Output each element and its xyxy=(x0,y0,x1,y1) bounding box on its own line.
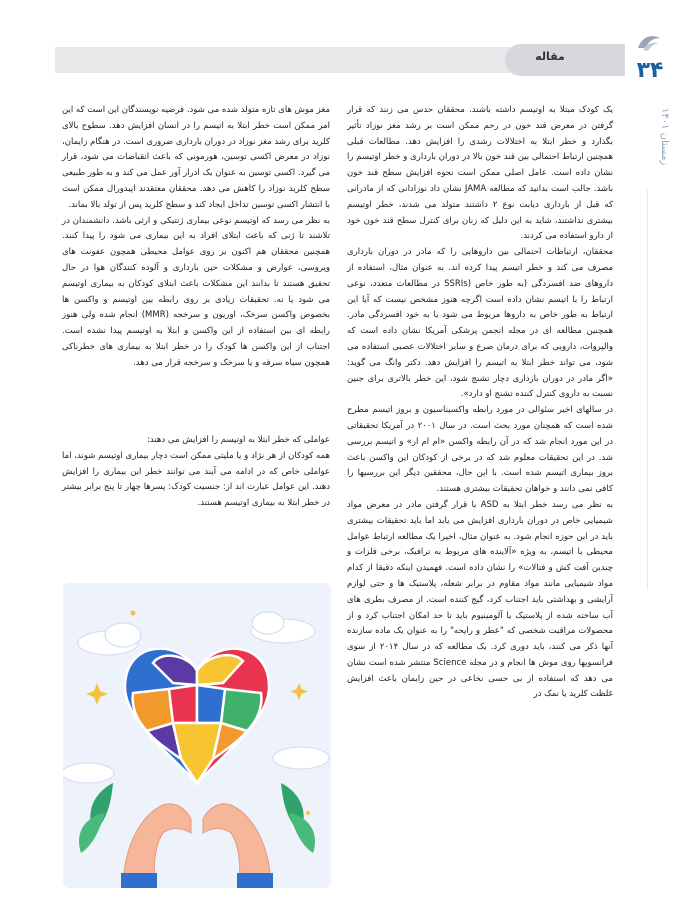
paragraph: به نظر می رسد که اوتیسم نوعی بیماری ژنتیکی و ارثی باشد. دانشمندان در تلاشند تا ژنی که باعث ابتلای افراد به این بیماری می شود را پیدا کنند. همچنین محققان هم اکنون بر روی عوامل محیطی همچون عفونت های ویروسی، عوارض و مشکلات حین بارداری و آلوده کنندگان هوا در حال تحقیق هستند تا بدانند این مشکلات باعث ابتلای کودکان به بیماری اوتیسم می شود یا نه. تحقیقات زیادی بر روی رابطه بین اوتیسم و واکسن ها بخصوص واکسن سرخک، اوریون و سرخجه (MMR) انجام شده ولی هنوز رابطه ای بین استفاده از این واکسن و ابتلا به اوتیسم پیدا نشده است. اجتناب از این واکسن ها کودک را در خطر ابتلا به بیماری های خطرناکی همچون سیاه سرفه و یا سرخک و سرخجه قرار می دهد. xyxy=(62,215,330,368)
paragraph: محققان، ارتباطات احتمالی بین داروهایی را که مادر در دوران بارداری مصرف می کند و خطر اتیسم پیدا کرده اند. به عنوان مثال، استفاده از داروهای ضد افسردگی (به طور خاص (SSRIs در مطالعات متعدد، نوعی ارتباط را با اتیسم نشان داده است اگرچه هنوز مشخص نیست که آیا این ارتباط به طور خاص به داروها مربوط می شود یا به خود افسردگی مادر. همچنین مطالعه ای در مجله انجمن پزشکی آمریکا نشان داده است که والپروات، دارویی که برای درمان صرع و سایر اختلالات عصبی استفاده می شود، می تواند خطر ابتلا به اتیسم را افزایش دهد. دکتر وانگ می گوید: «اگر مادر در دوران بارداری دچار تشنج شود، این خطر بالاتری برای جنین نسبت به داروی کنترل کننده تشنج او دارد». xyxy=(347,247,613,400)
risk-factors-heading: عواملی که خطر ابتلا به اوتیسم را افزایش می دهند: xyxy=(147,435,330,445)
paragraph: مغز موش های تازه متولد شده می شود. فرضیه نویسندگان این است که این امر ممکن است خطر ابتلا به اتیسم را در انسان افزایش دهد. سطوح بالای کلرید برای رشد مغز نوزاد در دوران بارداری ضروری است. در هنگام زایمان، نوزاد در معرض اکسی توسین، هورمونی که باعث انقباضات می شود، قرار می گیرد. اکسی توسین به عنوان یک ادرار آور عمل می کند و به طور طبیعی سطح کلرید نوزاد را کاهش می دهد. محققان معتقدند اپیدورال ممکن است با انتشار اکسی توسین تداخل ایجاد کند و سطح کلرید پس از تولد بالا بماند. xyxy=(62,105,330,210)
article-column-left-top xyxy=(62,103,330,372)
magazine-logo-icon xyxy=(634,30,664,54)
margin-divider xyxy=(647,190,648,590)
paragraph: به نظر می رسد خطر ابتلا به ASD با قرار گرفتن مادر در معرض مواد شیمیایی خاص در دوران بارداری افزایش می یابد اما باید تحقیقات بیشتری باید در این حوزه انجام شود. به عنوان مثال، اخیرا یک مطالعه ارتباط عوامل محیطی با اتیسم، به ویژه «آلاینده های مربوط به ترافیک، برخی فلزات و چندین آفت کش و فتالات» را نشان داده است. فهمیدن اینکه دقیقا از کدام مواد شیمیایی مانند مواد مقاوم در برابر شعله، پلاستیک ها و حتی لوازم آرایشی و بهداشتی باید اجتناب کرد، گیج کننده است. از مصرف بطری های آب ساخته شده از پلاستیک یا آلومینیوم باید تا حد امکان اجتناب کرد و از محصولات مراقبت شخصی که "عطر و رایحه" را به عنوان یک ماده سازنده آنها ذکر می کنند، باید دوری کرد. یک مطالعه که در سال ۲۰۱۴ از سوی فرانسویها روی موش ها انجام و در مجله Science منتشر شده است نشان می دهد که استفاده از بی حسی نخاعی در حین زایمان باعث افزایش غلظت کلرید یا نمک در xyxy=(347,499,613,700)
paragraph: در سالهای اخیر سئوالی در مورد رابطه واکسیناسیون و بروز اتیسم مطرح شده است که همچنان مورد بحث است. در سال ۲۰۰۱ در آمریکا تحقیقاتی در این مورد انجام شد که در آن رابطه واکسن «ام ام ار» و اتیسم بررسی شد. در این تحقیقات معلوم شد که در برخی از کودکان این واکسن باعث بروز بیماری اتیسم شده است. با این حال، محققین دیگر این بررسیها را کافی نمی دانند و خواهان تحقیقات بیشتری هستند. xyxy=(347,405,613,495)
section-title: مقاله xyxy=(535,50,565,63)
issue-label: زمستان ۱۴۰۱ xyxy=(659,108,670,166)
paragraph: همه کودکان از هر نژاد و یا ملیتی ممکن است دچار بیماری اوتیسم شوند، اما عواملی خاص که در ادامه می آیند می توانند خطر این بیماری را افزایش دهند. این عوامل عبارت اند از: جنسیت کودک: پسرها چهار تا پنج برابر بیشتر در خطر ابتلا به بیماری اوتیسم هستند. xyxy=(62,450,330,509)
article-column-left-mid xyxy=(62,433,330,512)
paragraph: یک کودک مبتلا به اوتیسم داشته باشند. محققان حدس می زنند که قرار گرفتن در معرض قند خون در رحم ممکن است بر رشد مغز نوزاد تأثیر بگذارد و خطر ابتلا به اختلالات رشدی را افزایش دهد. مطالعات قبلی همچنین ارتباط احتمالی بین قند خون بالا در دوران بارداری و خطر اوتیسم را نشان داده است. عامل اصلی ممکن است نحوه افزایش سطح قند خون باشد. جالب است بدانید که مطالعه JAMA نشان داد نوزادانی که از مادرانی که قبل از بارداری دیابت نوع ۲ داشتند متولد می شدند، خطر اوتیسم بیشتری نداشتند، شاید به این دلیل که زنان برای کنترل سطح قند خون خود از دارو استفاده می کردند. xyxy=(347,105,613,242)
article-column-right xyxy=(347,103,613,703)
puzzle-heart-hands-illustration xyxy=(63,583,331,888)
page-number: ۳۴ xyxy=(636,58,664,83)
